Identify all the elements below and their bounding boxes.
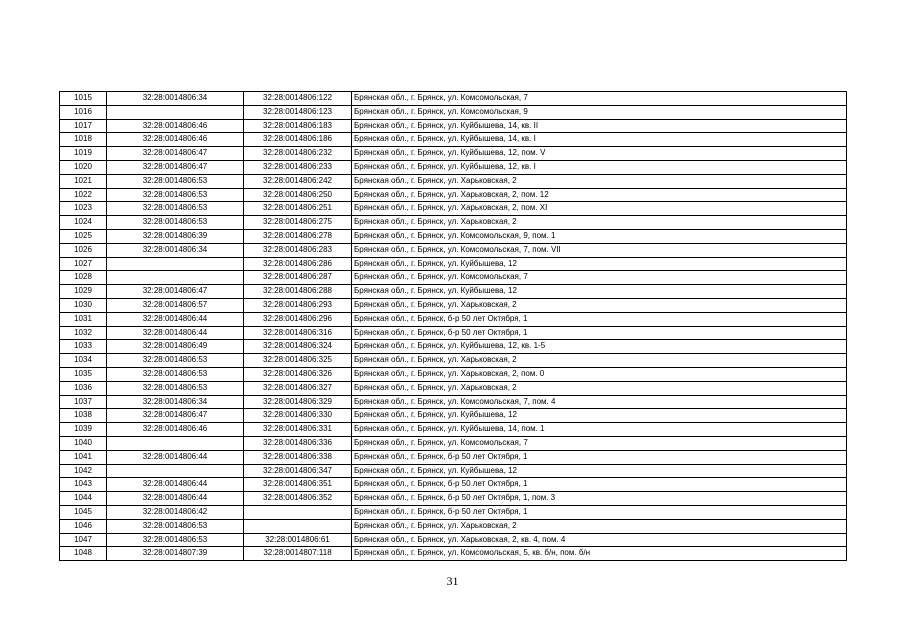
parcel-cadastral-number-cell: 32:28:0014806:44 (107, 450, 244, 464)
row-number-cell: 1033 (60, 340, 107, 354)
object-cadastral-number-cell: 32:28:0014806:242 (244, 174, 352, 188)
parcel-cadastral-number-cell (107, 271, 244, 285)
parcel-cadastral-number-cell: 32:28:0014806:46 (107, 423, 244, 437)
table-row (60, 202, 847, 216)
row-number-cell: 1015 (60, 92, 107, 106)
address-cell: Брянская обл., г. Брянск, ул. Комсомольская, 7 (352, 92, 847, 106)
object-cadastral-number-cell: 32:28:0014806:250 (244, 188, 352, 202)
address-cell: Брянская обл., г. Брянск, ул. Куйбышева, 12, кв. 1-5 (352, 340, 847, 354)
row-number-cell: 1035 (60, 367, 107, 381)
row-number-cell: 1018 (60, 133, 107, 147)
parcel-cadastral-number-cell (107, 464, 244, 478)
parcel-cadastral-number-cell: 32:28:0014806:53 (107, 533, 244, 547)
parcel-cadastral-number-cell: 32:28:0014806:46 (107, 133, 244, 147)
row-number-cell: 1016 (60, 105, 107, 119)
row-number-cell: 1039 (60, 423, 107, 437)
address-cell: Брянская обл., г. Брянск, ул. Комсомольская, 7, пом. VII (352, 243, 847, 257)
object-cadastral-number-cell: 32:28:0014806:336 (244, 436, 352, 450)
table-row (60, 174, 847, 188)
table-row (60, 243, 847, 257)
parcel-cadastral-number-cell: 32:28:0014807:39 (107, 547, 244, 561)
table-row (60, 326, 847, 340)
row-number-cell: 1036 (60, 381, 107, 395)
address-cell: Брянская обл., г. Брянск, б-р 50 лет Октября, 1 (352, 450, 847, 464)
table-row (60, 340, 847, 354)
parcel-cadastral-number-cell: 32:28:0014806:47 (107, 147, 244, 161)
row-number-cell: 1021 (60, 174, 107, 188)
row-number-cell: 1045 (60, 505, 107, 519)
object-cadastral-number-cell: 32:28:0014806:331 (244, 423, 352, 437)
address-cell: Брянская обл., г. Брянск, ул. Куйбышева, 12, кв. I (352, 160, 847, 174)
address-cell: Брянская обл., г. Брянск, ул. Харьковская, 2 (352, 216, 847, 230)
parcel-cadastral-number-cell: 32:28:0014806:42 (107, 505, 244, 519)
address-cell: Брянская обл., г. Брянск, ул. Комсомольская, 9 (352, 105, 847, 119)
object-cadastral-number-cell: 32:28:0014806:287 (244, 271, 352, 285)
parcel-cadastral-number-cell: 32:28:0014806:44 (107, 326, 244, 340)
object-cadastral-number-cell: 32:28:0014806:278 (244, 229, 352, 243)
parcel-cadastral-number-cell: 32:28:0014806:44 (107, 492, 244, 506)
row-number-cell: 1047 (60, 533, 107, 547)
parcel-cadastral-number-cell: 32:28:0014806:53 (107, 354, 244, 368)
object-cadastral-number-cell: 32:28:0014806:347 (244, 464, 352, 478)
table-row (60, 147, 847, 161)
parcel-cadastral-number-cell: 32:28:0014806:49 (107, 340, 244, 354)
table-row (60, 298, 847, 312)
address-cell: Брянская обл., г. Брянск, б-р 50 лет Октября, 1 (352, 312, 847, 326)
parcel-cadastral-number-cell: 32:28:0014806:53 (107, 174, 244, 188)
row-number-cell: 1037 (60, 395, 107, 409)
address-cell: Брянская обл., г. Брянск, б-р 50 лет Октября, 1 (352, 505, 847, 519)
address-cell: Брянская обл., г. Брянск, ул. Харьковская, 2 (352, 381, 847, 395)
object-cadastral-number-cell: 32:28:0014806:330 (244, 409, 352, 423)
parcel-cadastral-number-cell: 32:28:0014806:53 (107, 519, 244, 533)
page-number: 31 (446, 574, 459, 588)
table-row (60, 505, 847, 519)
object-cadastral-number-cell: 32:28:0014806:183 (244, 119, 352, 133)
address-cell: Брянская обл., г. Брянск, ул. Куйбышева, 14, пом. 1 (352, 423, 847, 437)
object-cadastral-number-cell: 32:28:0014807:118 (244, 547, 352, 561)
address-cell: Брянская обл., г. Брянск, ул. Куйбышева, 14, кв. II (352, 119, 847, 133)
row-number-cell: 1040 (60, 436, 107, 450)
table-row (60, 492, 847, 506)
object-cadastral-number-cell: 32:28:0014806:288 (244, 285, 352, 299)
parcel-cadastral-number-cell (107, 257, 244, 271)
row-number-cell: 1046 (60, 519, 107, 533)
table-row (60, 312, 847, 326)
parcel-cadastral-number-cell: 32:28:0014806:47 (107, 285, 244, 299)
table-row (60, 216, 847, 230)
row-number-cell: 1041 (60, 450, 107, 464)
row-number-cell: 1029 (60, 285, 107, 299)
address-cell: Брянская обл., г. Брянск, ул. Куйбышева, 14, кв. I (352, 133, 847, 147)
parcel-cadastral-number-cell (107, 436, 244, 450)
row-number-cell: 1034 (60, 354, 107, 368)
address-cell: Брянская обл., г. Брянск, ул. Харьковская, 2 (352, 298, 847, 312)
table-row (60, 395, 847, 409)
row-number-cell: 1017 (60, 119, 107, 133)
parcel-cadastral-number-cell: 32:28:0014806:53 (107, 367, 244, 381)
object-cadastral-number-cell: 32:28:0014806:283 (244, 243, 352, 257)
table-row (60, 533, 847, 547)
parcel-cadastral-number-cell (107, 105, 244, 119)
object-cadastral-number-cell: 32:28:0014806:296 (244, 312, 352, 326)
table-row (60, 257, 847, 271)
row-number-cell: 1042 (60, 464, 107, 478)
table-row (60, 133, 847, 147)
object-cadastral-number-cell: 32:28:0014806:338 (244, 450, 352, 464)
row-number-cell: 1024 (60, 216, 107, 230)
parcel-cadastral-number-cell: 32:28:0014806:46 (107, 119, 244, 133)
address-cell: Брянская обл., г. Брянск, ул. Комсомольская, 7 (352, 271, 847, 285)
row-number-cell: 1022 (60, 188, 107, 202)
table-row (60, 367, 847, 381)
parcel-cadastral-number-cell: 32:28:0014806:57 (107, 298, 244, 312)
parcel-cadastral-number-cell: 32:28:0014806:53 (107, 381, 244, 395)
address-cell: Брянская обл., г. Брянск, ул. Куйбышева, 12 (352, 409, 847, 423)
object-cadastral-number-cell: 32:28:0014806:233 (244, 160, 352, 174)
table-row (60, 188, 847, 202)
object-cadastral-number-cell: 32:28:0014806:275 (244, 216, 352, 230)
table-row (60, 92, 847, 106)
parcel-cadastral-number-cell: 32:28:0014806:53 (107, 216, 244, 230)
row-number-cell: 1026 (60, 243, 107, 257)
row-number-cell: 1028 (60, 271, 107, 285)
object-cadastral-number-cell: 32:28:0014806:123 (244, 105, 352, 119)
parcel-cadastral-number-cell: 32:28:0014806:44 (107, 312, 244, 326)
address-cell: Брянская обл., г. Брянск, ул. Куйбышева, 12 (352, 285, 847, 299)
address-cell: Брянская обл., г. Брянск, ул. Куйбышева, 12, пом. V (352, 147, 847, 161)
row-number-cell: 1027 (60, 257, 107, 271)
row-number-cell: 1043 (60, 478, 107, 492)
address-cell: Брянская обл., г. Брянск, ул. Харьковская, 2 (352, 354, 847, 368)
row-number-cell: 1025 (60, 229, 107, 243)
object-cadastral-number-cell: 32:28:0014806:327 (244, 381, 352, 395)
object-cadastral-number-cell: 32:28:0014806:326 (244, 367, 352, 381)
parcel-cadastral-number-cell: 32:28:0014806:47 (107, 409, 244, 423)
parcel-cadastral-number-cell: 32:28:0014806:44 (107, 478, 244, 492)
table-row (60, 423, 847, 437)
table-row (60, 478, 847, 492)
object-cadastral-number-cell: 32:28:0014806:286 (244, 257, 352, 271)
address-cell: Брянская обл., г. Брянск, б-р 50 лет Октября, 1, пом. 3 (352, 492, 847, 506)
table-row (60, 381, 847, 395)
object-cadastral-number-cell (244, 519, 352, 533)
table-row (60, 547, 847, 561)
row-number-cell: 1031 (60, 312, 107, 326)
object-cadastral-number-cell: 32:28:0014806:186 (244, 133, 352, 147)
object-cadastral-number-cell: 32:28:0014806:351 (244, 478, 352, 492)
object-cadastral-number-cell: 32:28:0014806:232 (244, 147, 352, 161)
table-row (60, 160, 847, 174)
row-number-cell: 1044 (60, 492, 107, 506)
object-cadastral-number-cell (244, 505, 352, 519)
table-body (60, 92, 847, 561)
table-row (60, 409, 847, 423)
row-number-cell: 1019 (60, 147, 107, 161)
table-row (60, 464, 847, 478)
table-row (60, 285, 847, 299)
row-number-cell: 1020 (60, 160, 107, 174)
address-cell: Брянская обл., г. Брянск, б-р 50 лет Октября, 1 (352, 478, 847, 492)
address-cell: Брянская обл., г. Брянск, ул. Комсомольская, 7 (352, 436, 847, 450)
table-row (60, 436, 847, 450)
object-cadastral-number-cell: 32:28:0014806:122 (244, 92, 352, 106)
row-number-cell: 1030 (60, 298, 107, 312)
row-number-cell: 1023 (60, 202, 107, 216)
parcel-cadastral-number-cell: 32:28:0014806:53 (107, 202, 244, 216)
address-cell: Брянская обл., г. Брянск, ул. Куйбышева, 12 (352, 464, 847, 478)
address-cell: Брянская обл., г. Брянск, ул. Харьковская, 2 (352, 519, 847, 533)
table-row (60, 271, 847, 285)
parcel-cadastral-number-cell: 32:28:0014806:34 (107, 92, 244, 106)
address-cell: Брянская обл., г. Брянск, ул. Куйбышева, 12 (352, 257, 847, 271)
object-cadastral-number-cell: 32:28:0014806:316 (244, 326, 352, 340)
row-number-cell: 1032 (60, 326, 107, 340)
parcel-cadastral-number-cell: 32:28:0014806:34 (107, 395, 244, 409)
table-row (60, 519, 847, 533)
table-row (60, 354, 847, 368)
table-row (60, 450, 847, 464)
object-cadastral-number-cell: 32:28:0014806:293 (244, 298, 352, 312)
parcel-cadastral-number-cell: 32:28:0014806:47 (107, 160, 244, 174)
object-cadastral-number-cell: 32:28:0014806:325 (244, 354, 352, 368)
address-cell: Брянская обл., г. Брянск, б-р 50 лет Октября, 1 (352, 326, 847, 340)
object-cadastral-number-cell: 32:28:0014806:329 (244, 395, 352, 409)
address-cell: Брянская обл., г. Брянск, ул. Комсомольская, 9, пом. 1 (352, 229, 847, 243)
address-cell: Брянская обл., г. Брянск, ул. Комсомольская, 7, пом. 4 (352, 395, 847, 409)
address-cell: Брянская обл., г. Брянск, ул. Харьковская, 2, пом. 12 (352, 188, 847, 202)
parcel-cadastral-number-cell: 32:28:0014806:39 (107, 229, 244, 243)
row-number-cell: 1038 (60, 409, 107, 423)
address-cell: Брянская обл., г. Брянск, ул. Харьковская, 2, пом. 0 (352, 367, 847, 381)
table-row (60, 105, 847, 119)
object-cadastral-number-cell: 32:28:0014806:61 (244, 533, 352, 547)
row-number-cell: 1048 (60, 547, 107, 561)
address-cell: Брянская обл., г. Брянск, ул. Харьковская, 2, пом. XI (352, 202, 847, 216)
table-row (60, 229, 847, 243)
address-cell: Брянская обл., г. Брянск, ул. Харьковская, 2 (352, 174, 847, 188)
object-cadastral-number-cell: 32:28:0014806:352 (244, 492, 352, 506)
cadastral-table (59, 91, 847, 561)
address-cell: Брянская обл., г. Брянск, ул. Харьковская, 2, кв. 4, пом. 4 (352, 533, 847, 547)
table-row (60, 119, 847, 133)
parcel-cadastral-number-cell: 32:28:0014806:53 (107, 188, 244, 202)
address-cell: Брянская обл., г. Брянск, ул. Комсомольская, 5, кв. б/н, пом. б/н (352, 547, 847, 561)
object-cadastral-number-cell: 32:28:0014806:324 (244, 340, 352, 354)
parcel-cadastral-number-cell: 32:28:0014806:34 (107, 243, 244, 257)
object-cadastral-number-cell: 32:28:0014806:251 (244, 202, 352, 216)
